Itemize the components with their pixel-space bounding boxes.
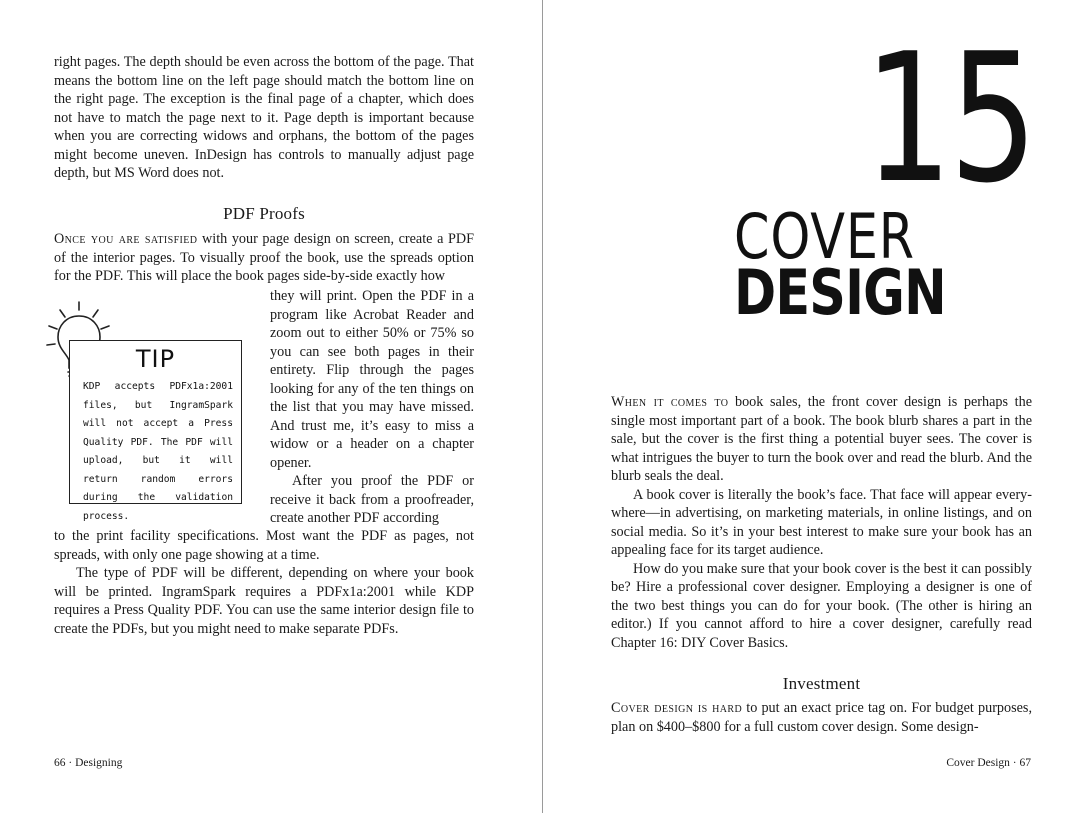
paragraph-pdf-proofs-intro xyxy=(54,230,474,286)
paragraph-text: How do you make sure that your book cover is the best it can possibly be? Hire a professional cover designer. Employing a designer is one of the two best things you can do for your book. (The other is hiring an editor.) If you cannot afford to hire a cover designer, carefully read Chapter 16: DIY Cover Basics. xyxy=(611,560,1032,651)
paragraph-print-specs xyxy=(54,527,474,638)
tip-title: TIP xyxy=(135,345,176,373)
small-caps-lead-in: When it comes to xyxy=(611,394,729,410)
paragraph-text: right pages. The depth should be even across the bottom of the page. That means the bottom line on the left page should match the bottom line on the right page. The exception is the final page of a chapter, which does not have to match the page next to it. Page depth is important because when you are correcting widows and orphans, the bottom of the pages might become uneven. InDesign has controls to manually adjust page depth, but MS Word does not. xyxy=(54,54,474,181)
paragraph-wrap-column xyxy=(270,287,474,528)
chapter-title-line-1: COVER xyxy=(734,200,915,273)
chapter-body xyxy=(611,393,1032,652)
tip-body: KDP accepts PDFx1a:2001 files, but IngramSpark will not accept a Press Quality PDF. The PDF will upload, but it will return random errors during the validation process. xyxy=(83,381,233,522)
small-caps-lead-in: Cover design is hard xyxy=(611,700,743,716)
tip-box xyxy=(69,340,242,522)
paragraph-text: they will print. Open the PDF in a program like Acrobat Reader and zoom out to either 50% or 75% so you can see both pages in their entirety. Flip through the pages looking for any of the ten things on the list that you may have missed. And trust me, it’s easy to miss a widow or a header on a chapter opener. xyxy=(270,288,474,471)
section-heading-investment: Investment xyxy=(782,674,861,693)
paragraph-investment xyxy=(611,699,1032,736)
paragraph-text: A book cover is literally the book’s face. That face will appear everywhere—in advertising, on marketing materials, in online listings, and on social media. So it’s in your best interest to make sure your book has an appealing face for its target audience. xyxy=(611,486,1032,558)
paragraph-text: After you proof the PDF or receive it back from a proofreader, create another PDF according xyxy=(270,473,474,526)
paragraph-text: with your page design on screen, create a PDF of the interior pages. To visually proof the book, use the spreads option for the PDF. This will place the book pages side-by-side exactly how xyxy=(54,231,474,284)
chapter-number: 15 xyxy=(863,15,1034,222)
paragraph-text: The type of PDF will be different, depending on where your book will be printed. IngramSpark requires a PDFx1a:2001 while KDP requires a Press Quality PDF. You can use the same interior design file to create the PDFs, but you might need to make separate PDFs. xyxy=(54,565,474,637)
chapter-title-line-2: DESIGN xyxy=(734,256,946,329)
paragraph-text: book sales, the front cover design is perhaps the single most important part of a book. The book blurb shares a part in the sale, but the cover is the first thing a potential buyer sees. The cover is what intrigues the buyer to turn the book over and read the blurb. And the blurb seals the deal. xyxy=(611,394,1032,484)
paragraph-text: to put an exact price tag on. For budget purposes, plan on $400–$800 for a full custom cover design. Some design- xyxy=(611,700,1033,735)
section-heading-pdf-proofs: PDF Proofs xyxy=(223,204,305,223)
right-page xyxy=(543,0,1089,813)
paragraph-text: to the print facility specifications. Most want the PDF as pages, not spreads, with only one page showing at a time. xyxy=(54,528,474,563)
small-caps-lead-in: Once you are satisfied xyxy=(54,231,198,247)
left-page xyxy=(0,0,542,813)
tip-callout xyxy=(44,298,244,522)
page-folio-right: Cover Design · 67 xyxy=(946,757,1031,769)
page-folio-left: 66 · Designing xyxy=(54,757,123,769)
paragraph-continued xyxy=(54,53,474,183)
